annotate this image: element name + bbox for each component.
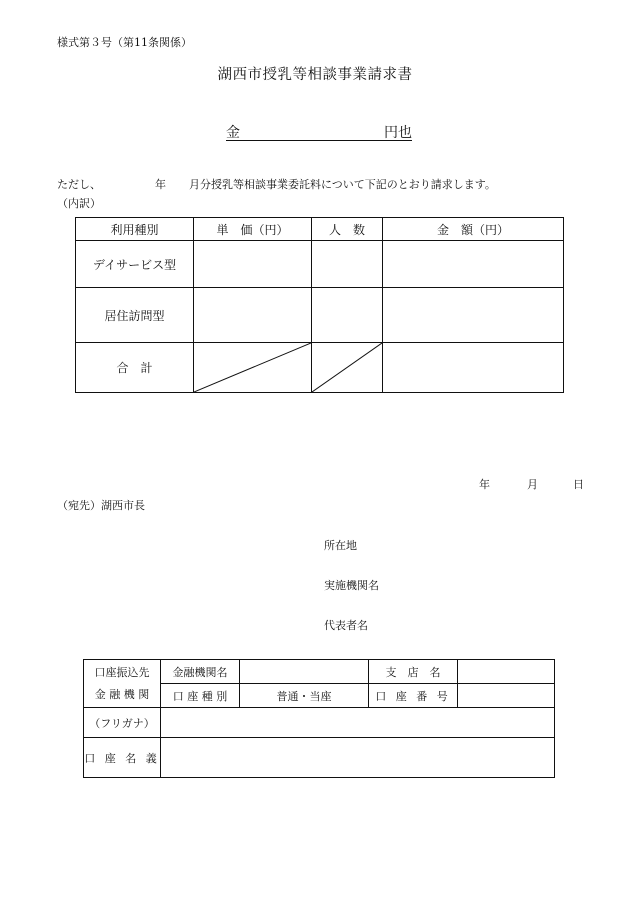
organization-label: 実施機関名	[324, 579, 379, 592]
bank-name-label: 金融機関名	[161, 660, 240, 684]
breakdown-header-row	[76, 218, 564, 241]
account-type-label: 口 座 種 別	[161, 684, 240, 708]
amount-cell[interactable]	[383, 241, 564, 288]
total-row	[76, 343, 564, 393]
header-amount: 金 額（円）	[383, 218, 564, 241]
breakdown-table	[75, 217, 564, 393]
table-row	[76, 241, 564, 288]
form-number: 様式第３号（第11条関係）	[57, 36, 192, 49]
date-year: 年	[479, 478, 490, 491]
count-cell[interactable]	[312, 241, 383, 288]
date-month: 月	[527, 478, 538, 491]
statement-lead: ただし、	[57, 178, 101, 191]
breakdown-label: （内訳）	[57, 197, 101, 210]
holder-row	[84, 738, 555, 778]
bank-name-input[interactable]	[240, 660, 369, 684]
furigana-input[interactable]	[161, 708, 555, 738]
unit-price-cell[interactable]	[194, 288, 312, 343]
address-label: 所在地	[324, 539, 357, 552]
table-row	[76, 288, 564, 343]
holder-input[interactable]	[161, 738, 555, 778]
row-type-home-visit: 居住訪問型	[76, 288, 194, 343]
account-type-value[interactable]: 普通・当座	[240, 684, 369, 708]
diagonal-strike	[312, 343, 382, 392]
bank-table	[83, 659, 555, 778]
diagonal-strike	[194, 343, 311, 392]
statement-year-label: 年	[155, 178, 166, 191]
representative-label: 代表者名	[324, 619, 368, 632]
date-day: 日	[573, 478, 584, 491]
addressee: （宛先）湖西市長	[57, 499, 145, 512]
header-count: 人 数	[312, 218, 383, 241]
branch-label: 支 店 名	[369, 660, 458, 684]
header-unit-price: 単 価（円）	[194, 218, 312, 241]
amount-line	[226, 124, 412, 141]
branch-input[interactable]	[458, 660, 555, 684]
total-unit-price-crossed	[194, 343, 312, 393]
bank-row-1	[84, 660, 555, 684]
unit-price-cell[interactable]	[194, 241, 312, 288]
furigana-row	[84, 708, 555, 738]
amount-cell[interactable]	[383, 288, 564, 343]
count-cell[interactable]	[312, 288, 383, 343]
statement-body: 月分授乳等相談事業委託料について下記のとおり請求します。	[189, 178, 496, 191]
row-type-day-service: デイサービス型	[76, 241, 194, 288]
transfer-label-line1: 口座振込先	[94, 665, 150, 679]
total-amount-cell[interactable]	[383, 343, 564, 393]
transfer-label-line2: 金 融 機 関	[94, 687, 150, 701]
total-count-crossed	[312, 343, 383, 393]
amount-suffix: 円也	[384, 125, 412, 141]
account-number-label: 口 座 番 号	[369, 684, 458, 708]
total-label: 合 計	[76, 343, 194, 393]
holder-label: 口 座 名 義	[84, 738, 161, 778]
account-number-input[interactable]	[458, 684, 555, 708]
transfer-label	[84, 660, 161, 708]
amount-prefix: 金	[226, 125, 240, 141]
header-usage-type: 利用種別	[76, 218, 194, 241]
furigana-label: （フリガナ）	[84, 708, 161, 738]
document-title: 湖西市授乳等相談事業請求書	[217, 67, 413, 83]
